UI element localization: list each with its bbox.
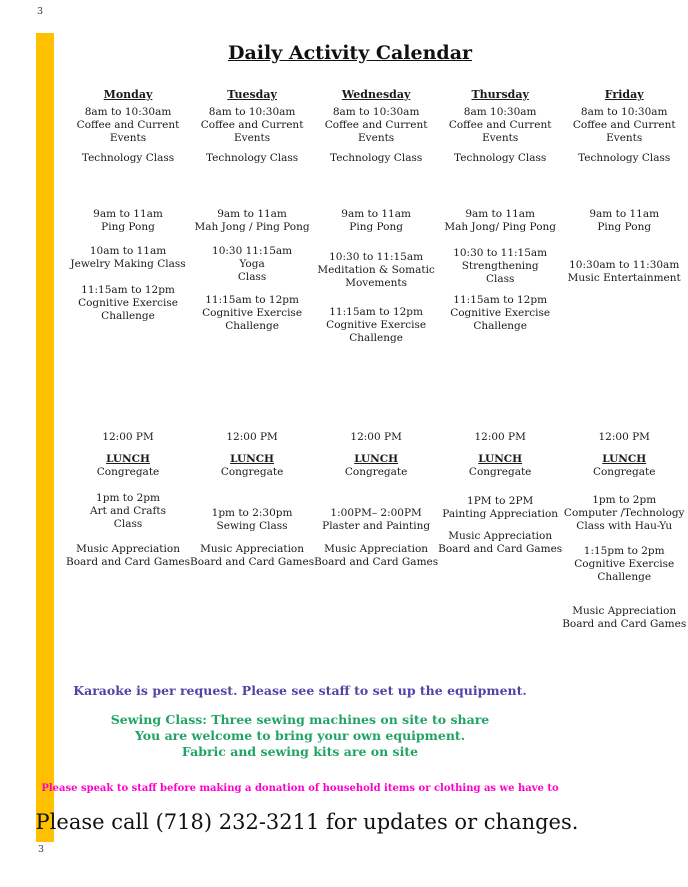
activity-line: Challenge <box>473 320 527 332</box>
day-column-friday <box>562 88 686 631</box>
activity-block <box>450 294 550 333</box>
activity-line: Congregate <box>344 466 408 478</box>
activity-block <box>212 245 292 284</box>
activity-line: Congregate <box>592 466 656 478</box>
day-column-thursday <box>438 88 562 631</box>
sewing-note-line: Fabric and sewing kits are on site <box>181 744 419 759</box>
activity-line: 9am to 11am <box>217 208 287 220</box>
activity-block <box>322 507 430 533</box>
activity-line: Challenge <box>225 320 279 332</box>
activity-block <box>345 453 408 479</box>
activity-block <box>469 453 532 479</box>
activity-line: Music Entertainment <box>567 272 681 284</box>
activity-line: 10:30 to 11:15am <box>329 251 424 263</box>
activity-line: Events <box>233 132 271 144</box>
activity-line: Events <box>109 132 147 144</box>
activity-line: Art and Crafts <box>89 505 167 517</box>
sewing-note-line: Sewing Class: Three sewing machines on site to share <box>110 712 490 727</box>
activity-block <box>66 543 190 569</box>
donation-note: Please speak to staff before making a donation of household items or clothing as we have to <box>41 783 559 794</box>
activity-block <box>195 208 310 234</box>
activity-line: Cognitive Exercise <box>202 307 303 319</box>
activity-line: Computer /Technology <box>563 507 685 519</box>
activity-block <box>442 495 558 521</box>
phone-update-line: Please call (718) 232-3211 for updates or changes. <box>35 810 579 834</box>
sewing-note <box>0 712 600 760</box>
activity-line: LUNCH <box>354 453 399 465</box>
activity-block <box>212 507 293 533</box>
activity-block <box>589 208 659 234</box>
activity-line: Class <box>485 273 515 285</box>
activity-block <box>97 453 160 479</box>
activity-line: Cognitive Exercise <box>326 319 427 331</box>
activity-line: Coffee and Current <box>76 119 180 131</box>
activity-line: 12:00 PM <box>102 431 154 443</box>
day-header: Monday <box>103 88 153 101</box>
activity-line: Cognitive Exercise <box>450 307 551 319</box>
activity-line: Coffee and Current <box>448 119 552 131</box>
activity-line: Class with Hau-Yu <box>576 520 673 532</box>
activity-line: Technology Class <box>205 152 299 164</box>
activity-line: 10:30 11:15am <box>212 245 293 257</box>
activity-block <box>325 106 428 145</box>
activity-block <box>564 494 685 533</box>
activity-block <box>330 152 422 165</box>
activity-line: 11:15am to 12pm <box>81 284 175 296</box>
activity-line: Challenge <box>101 310 155 322</box>
activity-line: Music Appreciation <box>200 543 305 555</box>
day-header: Wednesday <box>341 88 411 101</box>
activity-block <box>314 543 438 569</box>
activity-line: 9am to 11am <box>93 208 163 220</box>
activity-block <box>574 545 674 584</box>
activity-block <box>449 106 552 145</box>
activity-block <box>190 543 314 569</box>
activity-line: Music Appreciation <box>448 530 553 542</box>
activity-block <box>568 259 681 285</box>
activity-line: 11:15am to 12pm <box>329 306 423 318</box>
activity-line: 1pm to 2pm <box>96 492 160 504</box>
activity-line: 12:00 PM <box>226 431 278 443</box>
day-column-wednesday <box>314 88 438 631</box>
activity-line: 10:30 to 11:15am <box>453 247 548 259</box>
activity-line: Events <box>606 132 643 144</box>
activity-block <box>341 208 411 234</box>
activity-line: Mah Jong/ Ping Pong <box>444 221 557 233</box>
activity-line: Sewing Class <box>216 520 288 532</box>
activity-line: 1:00PM– 2:00PM <box>330 507 422 519</box>
activity-block <box>82 152 174 165</box>
activity-block <box>453 247 547 286</box>
activity-block <box>102 431 153 444</box>
activity-line: Coffee and Current <box>200 119 304 131</box>
activity-line: LUNCH <box>478 453 523 465</box>
activity-line: Mah Jong / Ping Pong <box>194 221 310 233</box>
activity-line: Class <box>113 518 143 530</box>
activity-block <box>454 152 546 165</box>
activity-line: 12:00 PM <box>350 431 402 443</box>
activity-line: Congregate <box>220 466 284 478</box>
activity-block <box>90 492 166 531</box>
activity-line: Music Appreciation <box>324 543 429 555</box>
activity-block <box>201 106 304 145</box>
activity-line: Coffee and Current <box>572 119 676 131</box>
calendar-grid <box>66 88 687 631</box>
activity-block <box>317 251 434 290</box>
activity-line: Plaster and Painting <box>322 520 431 532</box>
activity-line: 8am to 10:30am <box>332 106 420 118</box>
activity-line: 10:30am to 11:30am <box>569 259 680 271</box>
day-header: Thursday <box>471 88 529 101</box>
activity-line: 8am to 10:30am <box>580 106 668 118</box>
activity-block <box>599 431 650 444</box>
activity-block <box>593 453 656 479</box>
activity-block <box>578 152 670 165</box>
activity-line: Board and Card Games <box>562 618 687 630</box>
day-header: Friday <box>604 88 644 101</box>
activity-line: Challenge <box>597 571 652 583</box>
activity-line: Technology Class <box>578 152 671 164</box>
activity-block <box>573 106 676 145</box>
activity-line: 11:15am to 12pm <box>453 294 548 306</box>
activity-line: Coffee and Current <box>324 119 428 131</box>
activity-block <box>474 431 525 444</box>
activity-block <box>202 294 302 333</box>
day-column-tuesday <box>190 88 314 631</box>
activity-line: Music Appreciation <box>572 605 677 617</box>
activity-line: 8am to 10:30am <box>208 106 296 118</box>
activity-line: Congregate <box>468 466 532 478</box>
page-number-bottom: 3 <box>38 844 45 855</box>
activity-line: 1pm to 2:30pm <box>211 507 293 519</box>
activity-line: 9am to 11am <box>589 208 660 220</box>
activity-block <box>221 453 284 479</box>
activity-line: Class <box>237 271 267 283</box>
activity-line: Board and Card Games <box>66 556 191 568</box>
activity-line: 1:15pm to 2pm <box>583 545 665 557</box>
activity-block <box>78 284 178 323</box>
activity-line: Events <box>358 132 395 144</box>
activity-line: 12:00 PM <box>598 431 650 443</box>
activity-line: 11:15am to 12pm <box>205 294 299 306</box>
activity-line: Events <box>482 132 519 144</box>
activity-line: Cognitive Exercise <box>574 558 675 570</box>
activity-line: LUNCH <box>230 453 274 465</box>
activity-line: Painting Appreciation <box>442 508 559 520</box>
activity-line: Board and Card Games <box>190 556 315 568</box>
activity-block <box>70 245 185 271</box>
activity-line: 8am to 10:30am <box>84 106 172 118</box>
activity-line: LUNCH <box>602 453 647 465</box>
activity-line: Congregate <box>96 466 160 478</box>
activity-line: Movements <box>345 277 407 289</box>
activity-line: Yoga <box>239 258 265 270</box>
activity-line: Ping Pong <box>597 221 652 233</box>
sewing-note-line: You are welcome to bring your own equipment. <box>134 728 466 743</box>
activity-line: 8am 10:30am <box>463 106 537 118</box>
activity-block <box>326 306 426 345</box>
activity-line: 12:00 PM <box>474 431 526 443</box>
activity-line: Challenge <box>349 332 403 344</box>
activity-block <box>562 605 686 631</box>
karaoke-note: Karaoke is per request. Please see staff to set up the equipment. <box>73 683 527 698</box>
activity-line: Technology Class <box>330 152 423 164</box>
activity-line: Strengthening <box>461 260 539 272</box>
day-header: Tuesday <box>227 88 277 101</box>
activity-line: Ping Pong <box>101 221 155 233</box>
activity-line: 9am to 11am <box>341 208 411 220</box>
activity-line: Board and Card Games <box>314 556 439 568</box>
activity-line: LUNCH <box>106 453 150 465</box>
activity-line: Jewelry Making Class <box>70 258 186 270</box>
activity-line: Technology Class <box>454 152 547 164</box>
page-title: Daily Activity Calendar <box>227 42 473 64</box>
activity-line: Meditation & Somatic <box>317 264 435 276</box>
activity-block <box>444 208 556 234</box>
activity-block <box>77 106 180 145</box>
activity-line: 10am to 11am <box>89 245 167 257</box>
activity-line: 9am to 11am <box>465 208 536 220</box>
page-number-top: 3 <box>37 6 44 17</box>
activity-line: Board and Card Games <box>438 543 563 555</box>
activity-block <box>350 431 401 444</box>
activity-block <box>206 152 298 165</box>
activity-line: 1pm to 2pm <box>592 494 657 506</box>
activity-block <box>438 530 562 556</box>
activity-line: Technology Class <box>81 152 175 164</box>
day-column-monday <box>66 88 190 631</box>
activity-line: Music Appreciation <box>76 543 180 555</box>
activity-line: 1PM to 2PM <box>467 495 534 507</box>
activity-block <box>226 431 277 444</box>
activity-line: Cognitive Exercise <box>78 297 178 309</box>
activity-block <box>93 208 163 234</box>
activity-line: Ping Pong <box>349 221 403 233</box>
